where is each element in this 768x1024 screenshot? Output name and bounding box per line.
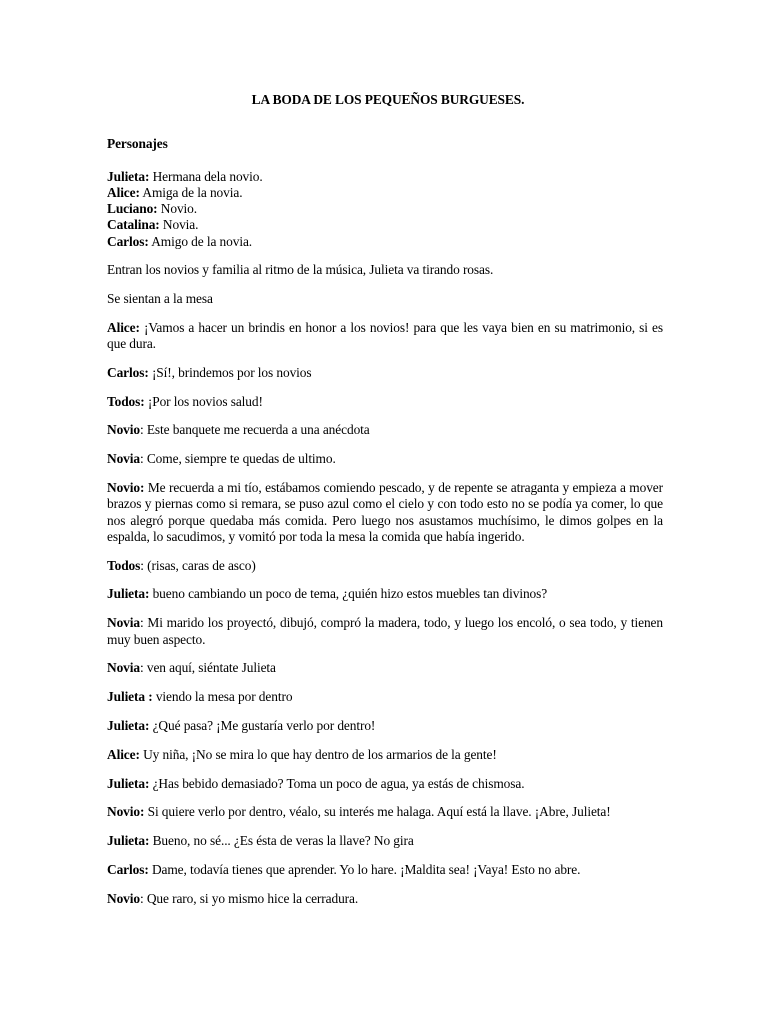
dialogue-line <box>107 891 663 907</box>
dialogue-line <box>107 689 663 705</box>
dialogue-text: : Este banquete me recuerda a una anécdota <box>139 422 370 438</box>
dialogue-text: ¡Por los novios salud! <box>144 393 263 409</box>
character-description: Amigo de la novia. <box>148 233 253 249</box>
speaker-name: Novio: <box>107 479 145 495</box>
document-title: LA BODA DE LOS PEQUEÑOS BURGUESES. <box>251 92 525 107</box>
dialogue-text: : Come, siempre te quedas de ultimo. <box>139 451 336 467</box>
speaker-name: Novia <box>107 451 140 467</box>
dialogue-line <box>107 833 663 849</box>
dialogue-text: ¡Sí!, brindemos por los novios <box>148 364 312 380</box>
character-entry <box>107 234 663 250</box>
dialogue-text: Me recuerda a mi tío, estábamos comiendo pescado, y de repente se atraganta y empieza a mover brazos y piernas como si remara, se puso azul como el cielo y con todo esto no se podía ya comer, lo que nos alegró porque quedaba más comida. Pero luego nos asustamos muchísimo, le dimos golpes en la espalda, lo sacudimos, y vomitó por toda la mesa la comida que había ingerido. <box>107 479 663 544</box>
dialogue-line <box>107 451 663 467</box>
speaker-name: Julieta : <box>107 689 153 705</box>
dialogue-line <box>107 586 663 602</box>
speaker-name: Julieta: <box>107 833 150 849</box>
dialogue-text: Uy niña, ¡No se mira lo que hay dentro de los armarios de la gente! <box>139 746 497 762</box>
dialogue-line <box>107 718 663 734</box>
character-name: Julieta: <box>107 168 150 184</box>
character-description: Novio. <box>157 201 198 217</box>
speaker-name: Novio: <box>107 804 145 820</box>
speaker-name: Alice: <box>107 746 140 762</box>
dialogue-line <box>107 422 663 438</box>
speaker-name: Julieta: <box>107 717 150 733</box>
character-name: Carlos: <box>107 233 149 249</box>
speaker-name: Todos: <box>107 393 145 409</box>
speaker-name: Novio <box>107 422 140 438</box>
stage-direction <box>107 262 663 278</box>
speaker-name: Julieta: <box>107 775 150 791</box>
dialogue-line <box>107 480 663 545</box>
speaker-name: Julieta: <box>107 586 150 602</box>
dialogue-text: Se sientan a la mesa <box>107 290 213 306</box>
dialogue-text: Dame, todavía tienes que aprender. Yo lo hare. ¡Maldita sea! ¡Vaya! Esto no abre. <box>148 861 581 877</box>
dialogue-line <box>107 776 663 792</box>
character-entry <box>107 185 663 201</box>
dialogue-text: bueno cambiando un poco de tema, ¿quién hizo estos muebles tan divinos? <box>149 586 548 602</box>
dialogue-text: Entran los novios y familia al ritmo de la música, Julieta va tirando rosas. <box>107 262 494 278</box>
dialogue-line <box>107 660 663 676</box>
dialogue-line <box>107 558 663 574</box>
speaker-name: Carlos: <box>107 364 149 380</box>
character-description: Novia. <box>159 217 199 233</box>
dialogue-line <box>107 320 663 353</box>
dialogue-text: : Mi marido los proyectó, dibujó, compró la madera, todo, y luego los encoló, o sea todo, y tienen muy buen aspecto. <box>107 615 663 647</box>
dialogue-text: : ven aquí, siéntate Julieta <box>139 660 276 676</box>
dialogue-text: ¿Has bebido demasiado? Toma un poco de agua, ya estás de chismosa. <box>149 775 525 791</box>
character-entry <box>107 217 663 233</box>
dialogue-line <box>107 804 663 820</box>
dialogue-line <box>107 747 663 763</box>
speaker-name: Carlos: <box>107 861 149 877</box>
document-page <box>107 92 663 920</box>
dialogue-text: ¿Qué pasa? ¡Me gustaría verlo por dentro! <box>149 717 376 733</box>
dialogue-line <box>107 365 663 381</box>
character-entry <box>107 169 663 185</box>
character-name: Luciano: <box>107 201 158 217</box>
dialogue-line <box>107 615 663 648</box>
speaker-name: Novia <box>107 660 140 676</box>
stage-direction <box>107 291 663 307</box>
dialogue-line <box>107 394 663 410</box>
dialogue-text: ¡Vamos a hacer un brindis en honor a los novios! para que les vaya bien en su matrimonio, si es que dura. <box>107 319 663 351</box>
speaker-name: Novia <box>107 615 140 631</box>
character-description: Amiga de la novia. <box>139 184 243 200</box>
speaker-name: Alice: <box>107 319 140 335</box>
speaker-name: Novio <box>107 890 140 906</box>
character-entry <box>107 201 663 217</box>
dialogue-text: Si quiere verlo por dentro, véalo, su interés me halaga. Aquí está la llave. ¡Abre, Julieta! <box>144 804 611 820</box>
character-list <box>107 169 663 250</box>
characters-heading: Personajes <box>107 136 168 152</box>
dialogue-text: viendo la mesa por dentro <box>152 689 293 705</box>
character-name: Catalina: <box>107 217 160 233</box>
dialogue-text: : Que raro, si yo mismo hice la cerradura. <box>139 890 359 906</box>
character-description: Hermana dela novio. <box>149 168 263 184</box>
speaker-name: Todos <box>107 557 141 573</box>
character-name: Alice: <box>107 184 140 200</box>
dialogue-line <box>107 862 663 878</box>
dialogue-text: : (risas, caras de asco) <box>140 557 256 573</box>
dialogue-text: Bueno, no sé... ¿Es ésta de veras la llave? No gira <box>149 833 414 849</box>
